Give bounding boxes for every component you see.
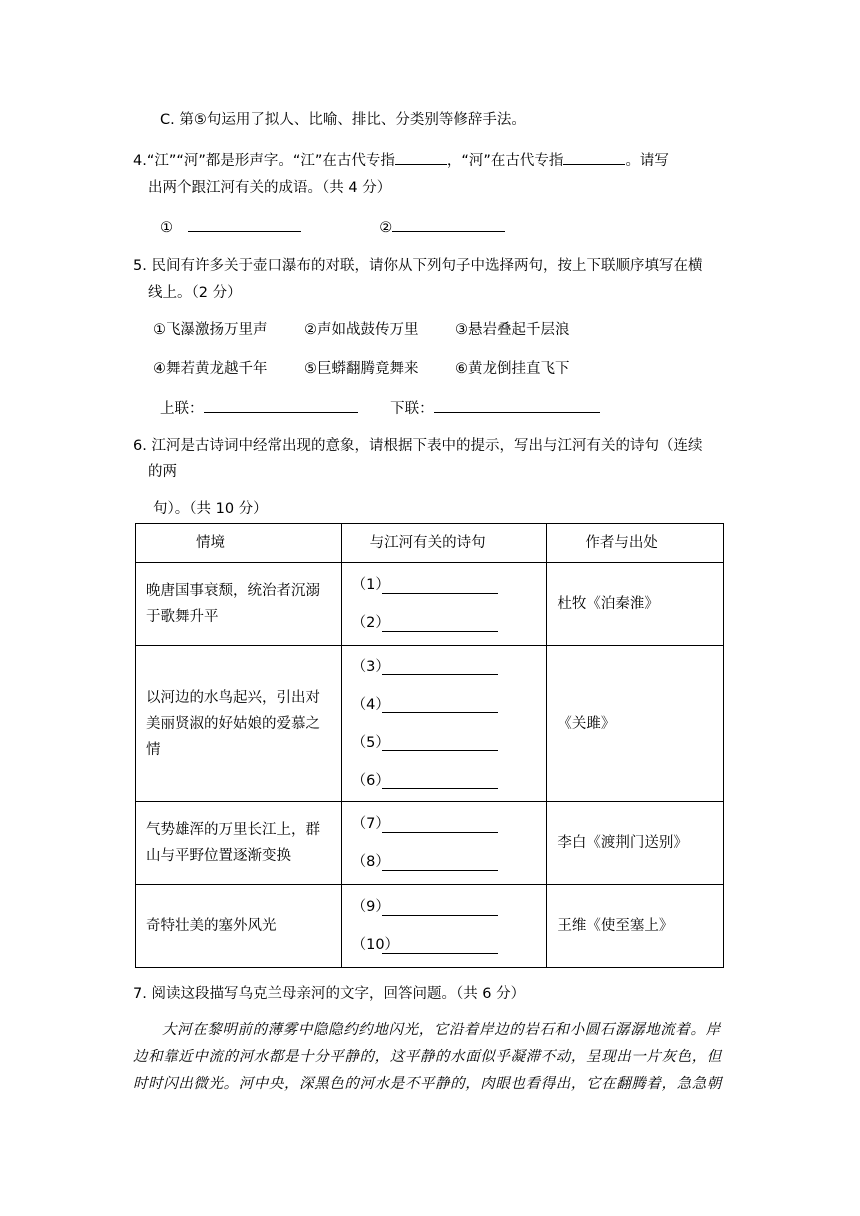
slot-blank[interactable]	[382, 858, 498, 871]
q4-blank2-label: ②	[379, 220, 393, 236]
q4-line1	[133, 150, 669, 171]
slot-number: （1）	[351, 577, 390, 593]
q3-option-c: C. 第⑤句运用了拟人、比喻、排比、分类别等修辞手法。	[160, 112, 526, 128]
row-slots	[341, 802, 547, 885]
row-context: 气势雄浑的万里长江上，群山与平野位置逐渐变换	[136, 802, 342, 885]
row-slots	[341, 646, 547, 802]
q7-passage: 大河在黎明前的薄雾中隐隐约约地闪光，它沿着岸边的岩石和小圆石潺潺地流着。岸边和靠近中流的河水都是十分平静的，这平静的水面似乎凝滞不动，呈现出一片灰色，但时时闪出微光。河中央，深黑色的河水是不平静的，肉眼也看得出，它在翻腾着，急急朝	[133, 1022, 722, 1092]
q4-blank-jiang[interactable]	[395, 150, 447, 165]
q4-blank1-label: ①	[160, 220, 173, 236]
slot-number: （10）	[351, 937, 400, 953]
slot-blank[interactable]	[382, 776, 498, 789]
row-source: 杜牧《泊秦淮》	[547, 563, 724, 646]
q6-line1: 6. 江河是古诗词中经常出现的意象，请根据下表中的提示，写出与江河有关的诗句（连续	[133, 438, 703, 454]
q4-idiom-blank-2[interactable]	[392, 217, 505, 232]
q5-upper-blank[interactable]	[204, 398, 358, 413]
poem-slot[interactable]	[352, 843, 537, 881]
q5-option-4: ④舞若黄龙越千年	[153, 361, 268, 377]
table-row	[136, 563, 724, 646]
q5-lower-label: 下联：	[390, 401, 434, 417]
slot-number: （3）	[351, 658, 390, 675]
row-context: 晚唐国事衰颓，统治者沉溺于歌舞升平	[136, 563, 342, 646]
slot-blank[interactable]	[382, 662, 498, 675]
q4-text-c: 。请写	[625, 153, 669, 169]
q5-option-3: ③悬岩叠起千层浪	[455, 322, 570, 338]
q5-option-6: ⑥黄龙倒挂直飞下	[455, 361, 570, 377]
slot-blank[interactable]	[382, 738, 498, 751]
poem-slot[interactable]	[352, 926, 537, 964]
q5-options-row2	[153, 359, 570, 379]
table-row	[136, 802, 724, 885]
q4-text-b: ，“河”在古代专指	[446, 153, 564, 169]
poem-slot[interactable]	[352, 805, 537, 843]
q5-option-5: ⑤巨蟒翻腾竟舞来	[304, 361, 419, 377]
q6-line2: 的两	[148, 464, 177, 480]
slot-number: （7）	[351, 816, 390, 832]
row-context: 以河边的水鸟起兴，引出对美丽贤淑的好姑娘的爱慕之情	[136, 646, 342, 802]
row-source: 王维《使至塞上》	[547, 885, 724, 968]
table-row	[136, 885, 724, 968]
q4-blank-he[interactable]	[563, 150, 625, 165]
row-slots	[341, 885, 547, 968]
q5-line2: 线上。（2 分）	[148, 285, 242, 301]
q4-text-a: 4.“江”“河”都是形声字。“江”在古代专指	[133, 153, 395, 169]
row-source: 《关雎》	[547, 646, 724, 802]
poem-slot[interactable]	[352, 888, 537, 926]
slot-number: （9）	[351, 899, 390, 915]
slot-blank[interactable]	[382, 700, 498, 713]
q5-upper-label: 上联：	[160, 401, 204, 417]
table-row	[136, 646, 724, 802]
q4-idiom-blank-1[interactable]	[188, 217, 301, 232]
q5-line1: 5. 民间有许多关于壶口瀑布的对联，请你从下列句子中选择两句，按上下联顺序填写在横	[133, 258, 703, 274]
poem-slot[interactable]	[352, 648, 537, 686]
q4-line2: 出两个跟江河有关的成语。（共 4 分）	[148, 180, 392, 196]
q5-options-row1	[153, 320, 570, 340]
poem-slot[interactable]	[352, 686, 537, 724]
slot-number: （2）	[351, 615, 390, 631]
poem-slot[interactable]	[352, 604, 537, 642]
slot-number: （5）	[351, 734, 390, 751]
q6-line3: 句）。（共 10 分）	[153, 501, 268, 517]
q5-option-2: ②声如战鼓传万里	[304, 322, 419, 338]
slot-blank[interactable]	[382, 820, 498, 833]
q7-line1: 7. 阅读这段描写乌克兰母亲河的文字，回答问题。（共 6 分）	[133, 986, 526, 1002]
slot-blank[interactable]	[382, 941, 498, 954]
q5-couplet-answers	[160, 398, 600, 419]
q5-option-1: ①飞瀑激扬万里声	[153, 322, 268, 338]
poem-table-header	[136, 524, 724, 563]
header-source: 作者与出处	[547, 524, 724, 563]
slot-number: （6）	[351, 772, 390, 789]
row-source: 李白《渡荆门送别》	[547, 802, 724, 885]
poem-slot[interactable]	[352, 566, 537, 604]
header-context: 情境	[136, 524, 342, 563]
slot-blank[interactable]	[382, 903, 498, 916]
q5-lower-blank[interactable]	[434, 398, 600, 413]
slot-blank[interactable]	[382, 581, 498, 594]
poem-table	[135, 523, 724, 968]
row-context: 奇特壮美的塞外风光	[136, 885, 342, 968]
row-slots	[341, 563, 547, 646]
slot-blank[interactable]	[382, 619, 498, 632]
slot-number: （4）	[351, 696, 390, 713]
header-poem: 与江河有关的诗句	[341, 524, 547, 563]
slot-number: （8）	[351, 854, 390, 870]
poem-slot[interactable]	[352, 724, 537, 762]
q4-idiom-blanks	[160, 217, 505, 238]
poem-slot[interactable]	[352, 762, 537, 800]
